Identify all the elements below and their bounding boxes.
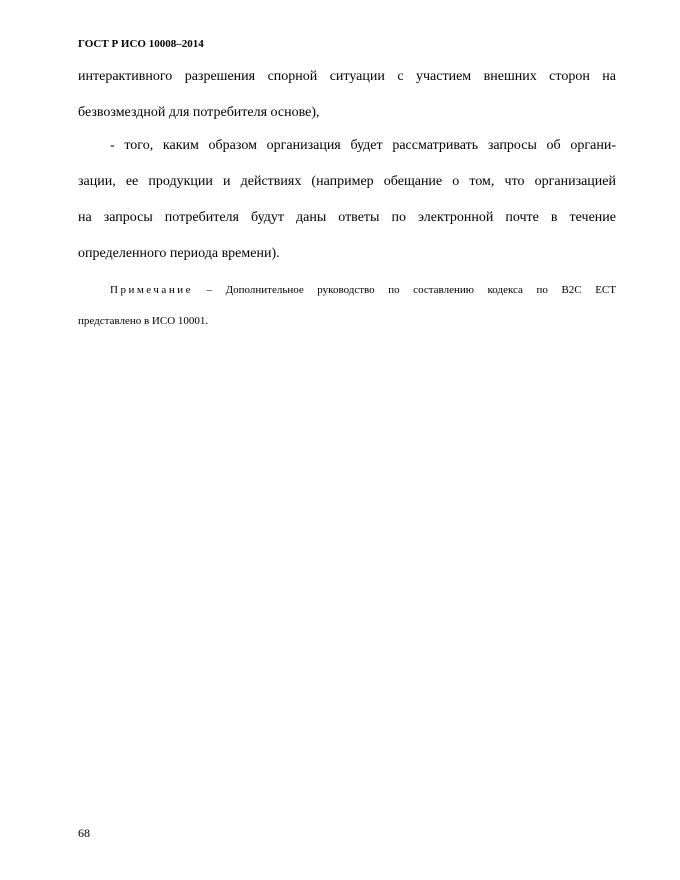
text-line: определенного периода времени). [78,246,280,261]
page-number: 68 [78,826,90,840]
note-line: представлено в ИСО 10001. [78,315,209,327]
text-line: - того, каким образом организация будет рассматривать запросы об органи- [110,138,616,153]
text-line: интерактивного разрешения спорной ситуации с участием внешних сторон на [78,69,616,84]
text-line: безвозмездной для потребителя основе), [78,105,320,120]
note-block [78,275,616,337]
paragraph-1 [78,59,616,131]
note-text: – Дополнительное руководство по составлению кодекса по В2С ЕСТ [192,284,616,296]
note-label: Примечание [110,284,193,296]
text-line: на запросы потребителя будут даны ответы по электронной почте в течение [78,210,616,225]
paragraph-2 [78,128,616,272]
text-line: зации, ее продукции и действиях (например обещание о том, что организацией [78,174,616,189]
note-line [78,275,616,306]
document-header: ГОСТ Р ИСО 10008–2014 [78,38,204,50]
